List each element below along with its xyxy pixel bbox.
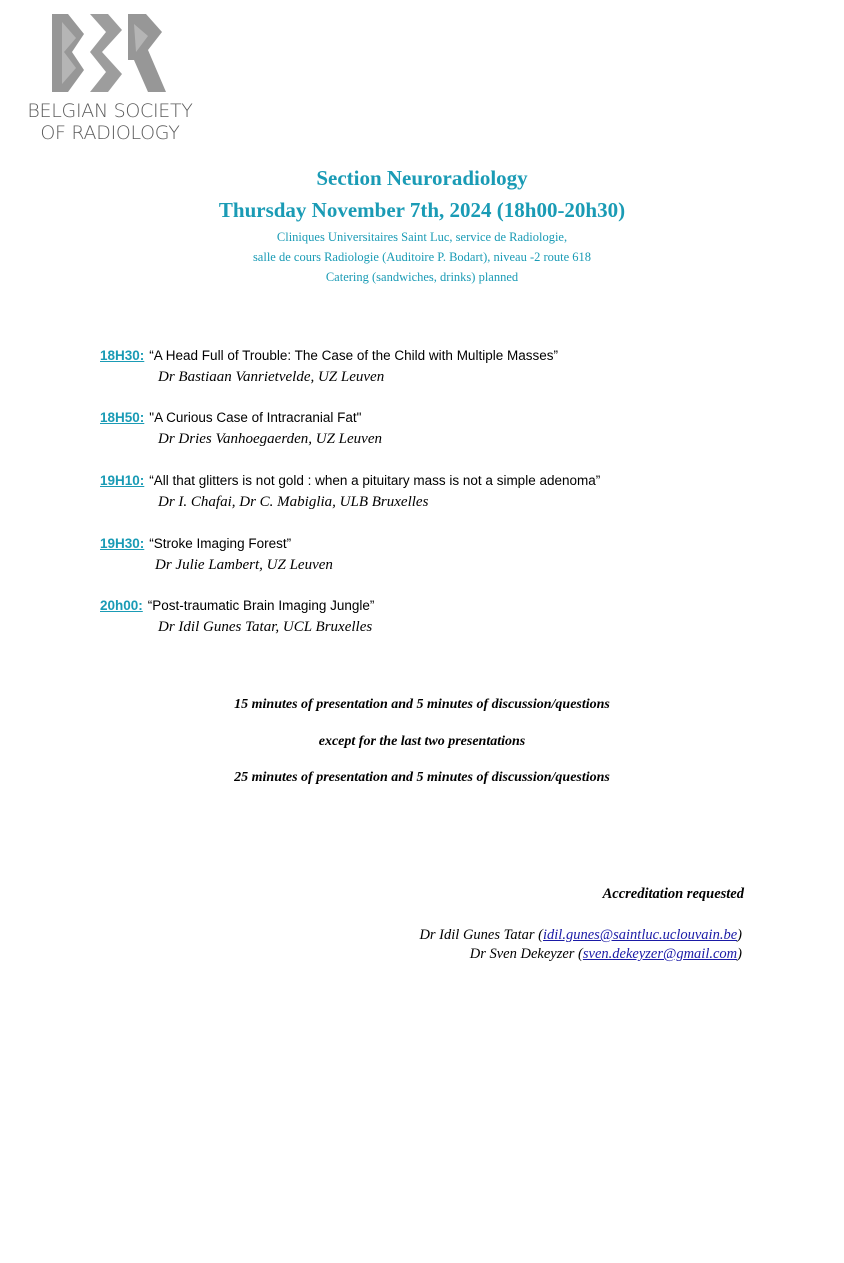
program-title: “Stroke Imaging Forest” <box>149 536 292 551</box>
program-title: “Post-traumatic Brain Imaging Jungle” <box>147 598 375 613</box>
program-speaker: Dr Idil Gunes Tatar, UCL Bruxelles <box>158 619 373 635</box>
program-item <box>100 472 800 511</box>
program-speaker: Dr Julie Lambert, UZ Leuven <box>155 557 333 573</box>
location-line2: salle de cours Radiologie (Auditoire P. Bodart), niveau -2 route 618 <box>252 250 592 264</box>
bsr-logo-mark-icon <box>50 12 170 94</box>
org-name-line1: BELGIAN SOCIETY <box>27 100 193 122</box>
program-time: 18H30: <box>100 348 145 363</box>
section-title: Section Neuroradiology <box>316 166 528 190</box>
timing-note: 15 minutes of presentation and 5 minutes of discussion/questions <box>234 697 610 712</box>
event-date: Thursday November 7th, 2024 (18h00-20h30) <box>218 198 626 222</box>
program-item <box>100 409 800 448</box>
contact-close: ) <box>737 946 742 962</box>
location-line1: Cliniques Universitaires Saint Luc, service de Radiologie, <box>276 230 568 244</box>
contact-close: ) <box>737 927 742 943</box>
program-time: 19H30: <box>100 536 145 551</box>
org-name-line2: OF RADIOLOGY <box>40 122 180 144</box>
bsr-logo <box>20 12 200 152</box>
program-item <box>100 347 800 386</box>
program-item <box>100 597 800 636</box>
contact-email-link[interactable]: sven.dekeyzer@gmail.com <box>582 946 738 962</box>
contact-name: Dr Idil Gunes Tatar ( <box>419 927 543 943</box>
program-speaker: Dr Dries Vanhoegaerden, UZ Leuven <box>158 431 382 447</box>
timing-exception: except for the last two presentations <box>318 734 526 749</box>
accreditation-note: Accreditation requested <box>602 886 744 902</box>
program-speaker: Dr I. Chafai, Dr C. Mabiglia, ULB Bruxelles <box>158 494 429 510</box>
program-time: 18H50: <box>100 410 145 425</box>
program-time: 20h00: <box>100 598 143 613</box>
contact-email-link[interactable]: idil.gunes@saintluc.uclouvain.be <box>542 927 738 943</box>
org-name <box>20 100 200 144</box>
program-title: "A Curious Case of Intracranial Fat" <box>149 410 362 425</box>
program-speaker: Dr Bastiaan Vanrietvelde, UZ Leuven <box>158 369 385 385</box>
timing-note-last: 25 minutes of presentation and 5 minutes of discussion/questions <box>234 770 610 785</box>
contact-line <box>419 927 742 944</box>
contact-name: Dr Sven Dekeyzer ( <box>469 946 583 962</box>
contact-line <box>470 946 742 963</box>
program-title: “A Head Full of Trouble: The Case of the Child with Multiple Masses” <box>149 348 558 363</box>
program-time: 19H10: <box>100 473 145 488</box>
catering-note: Catering (sandwiches, drinks) planned <box>325 270 519 284</box>
program-title: “All that glitters is not gold : when a pituitary mass is not a simple adenoma” <box>149 473 601 488</box>
program-item <box>100 535 800 574</box>
